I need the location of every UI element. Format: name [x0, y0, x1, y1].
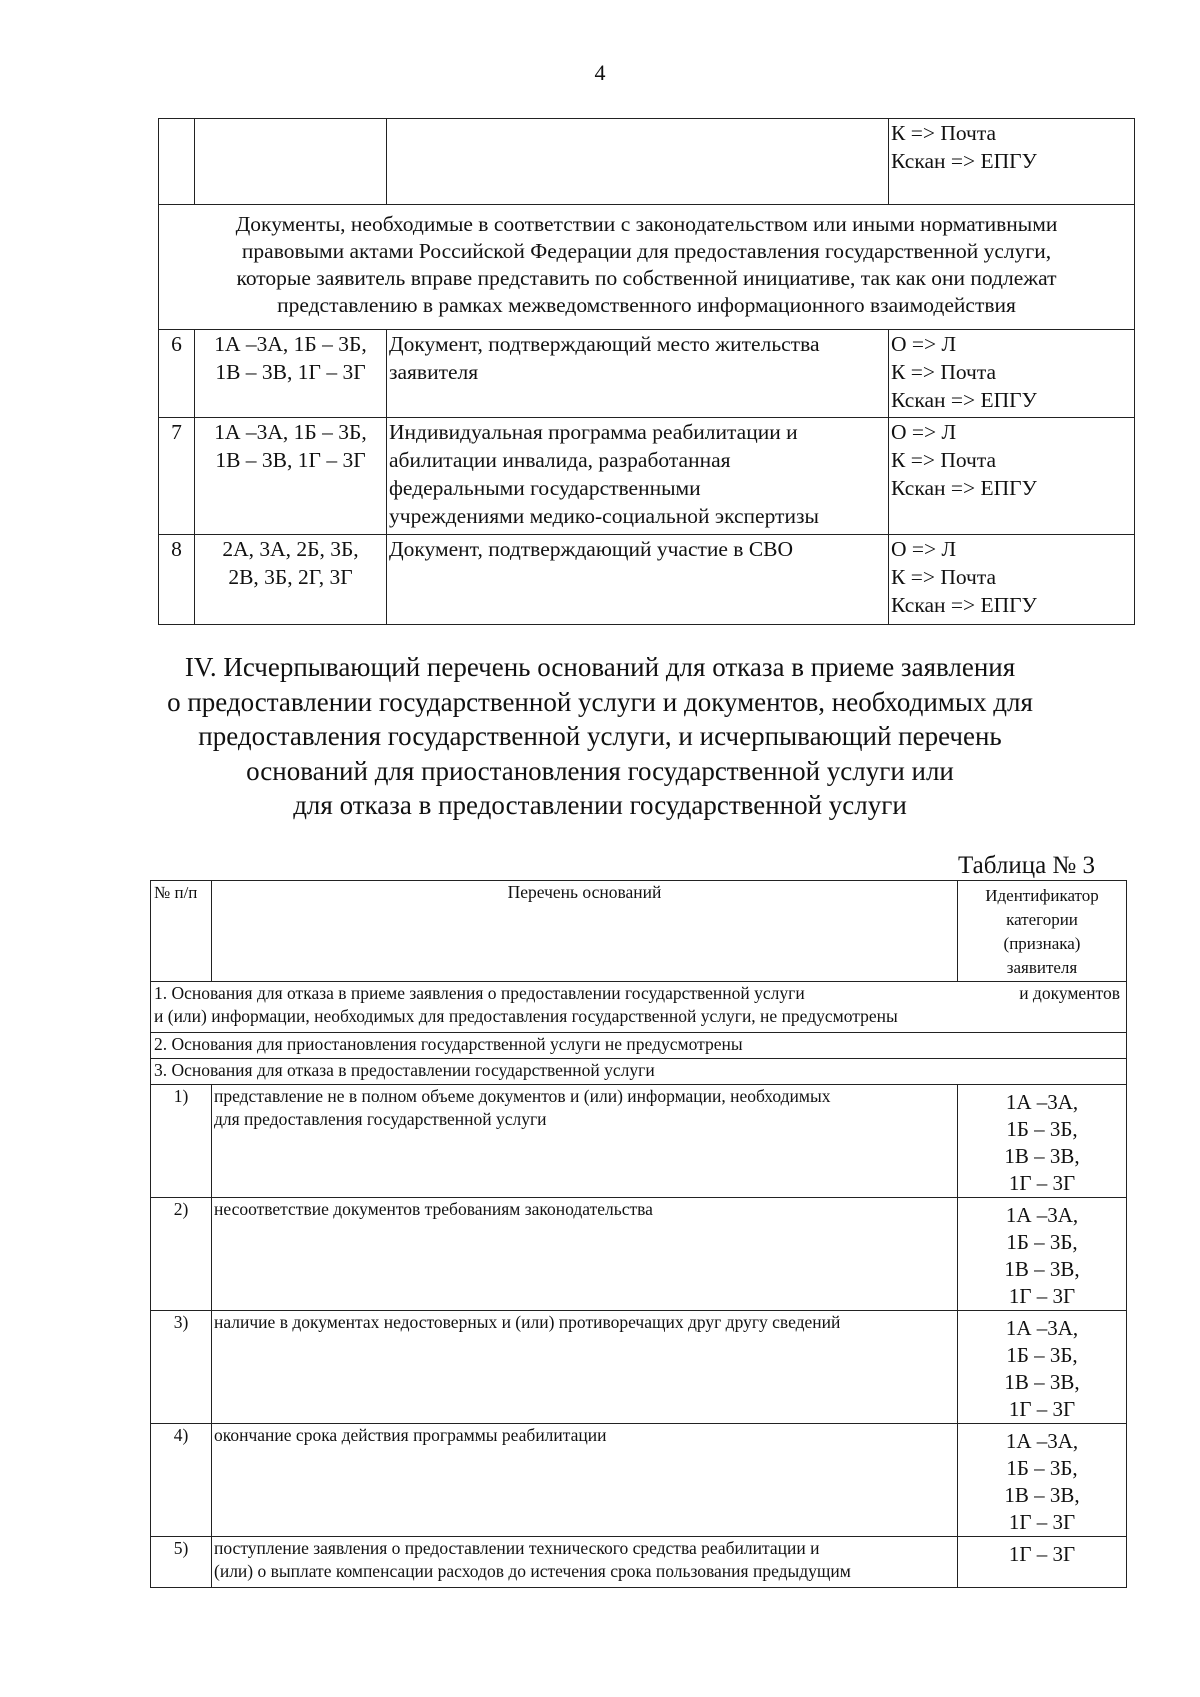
codes-cell [195, 119, 387, 205]
table-caption: Таблица № 3 [958, 852, 1096, 879]
grounds-table [150, 880, 1127, 1588]
header-row [151, 881, 1127, 982]
delivery-cell: О => Л К => Почта Кскан => ЕПГУ [889, 330, 1135, 418]
table-row [159, 418, 1135, 535]
ground-text: окончание срока действия программы реабилитации [212, 1424, 958, 1537]
row-number: 1) [151, 1085, 212, 1198]
section-3: 3. Основания для отказа в предоставлении государственной услуги [151, 1059, 1127, 1085]
doc-cell: Документ, подтверждающий участие в СВО [387, 535, 889, 625]
category-cell: 1А –3А, 1Б – 3Б, 1В – 3В, 1Г – 3Г [958, 1198, 1127, 1311]
row-number: 5) [151, 1537, 212, 1588]
row-number: 8 [159, 535, 195, 625]
doc-cell: Индивидуальная программа реабилитации и абилитации инвалида, разработанная федеральными государственными учреждениями медико-социальной экспертизы [387, 418, 889, 535]
section-row [151, 982, 1127, 1033]
section-2: 2. Основания для приостановления государственной услуги не предусмотрены [151, 1033, 1127, 1059]
delivery-cell: К => Почта Кскан => ЕПГУ [889, 119, 1135, 205]
codes-cell: 1А –3А, 1Б – 3Б, 1В – 3В, 1Г – 3Г [195, 418, 387, 535]
ground-text: несоответствие документов требованиям законодательства [212, 1198, 958, 1311]
codes-cell: 1А –3А, 1Б – 3Б, 1В – 3В, 1Г – 3Г [195, 330, 387, 418]
table-row [151, 1311, 1127, 1424]
ground-text: представление не в полном объеме документов и (или) информации, необходимых для предоставления государственной услуги [212, 1085, 958, 1198]
row-number: 4) [151, 1424, 212, 1537]
num-cell [159, 119, 195, 205]
header-id: Идентификатор категории (признака) заявителя [958, 881, 1127, 982]
row-number: 2) [151, 1198, 212, 1311]
table-row [151, 1424, 1127, 1537]
page-number: 4 [594, 60, 606, 85]
section-heading: IV. Исчерпывающий перечень оснований для отказа в приеме заявления о предоставлении государственной услуги и документов, необходимых для предоставления государственной услуги, и исчерпывающий перечень оснований для приостановления государственной услуги или для отказа в предоставлении государственной услуги [167, 652, 1033, 820]
ground-text: наличие в документах недостоверных и (или) противоречащих друг другу сведений [212, 1311, 958, 1424]
section-row [151, 1059, 1127, 1085]
table-row [159, 205, 1135, 330]
codes-cell: 2А, 3А, 2Б, 3Б, 2В, 3Б, 2Г, 3Г [195, 535, 387, 625]
table-row [151, 1198, 1127, 1311]
category-cell: 1А –3А, 1Б – 3Б, 1В – 3В, 1Г – 3Г [958, 1085, 1127, 1198]
doc-cell: Документ, подтверждающий место жительства заявителя [387, 330, 889, 418]
table-row [159, 535, 1135, 625]
doc-cell [387, 119, 889, 205]
section-row [151, 1033, 1127, 1059]
table-row [159, 119, 1135, 205]
row-number: 6 [159, 330, 195, 418]
section-note: Документы, необходимые в соответствии с законодательством или иными нормативными правовыми актами Российской Федерации для предоставления государственной услуги, которые заявитель вправе представить по собственной инициативе, так как они подлежат представлению в рамках межведомственного информационного взаимодействия [159, 205, 1135, 330]
category-cell: 1А –3А, 1Б – 3Б, 1В – 3В, 1Г – 3Г [958, 1311, 1127, 1424]
header-num: № п/п [151, 881, 212, 982]
documents-table [158, 118, 1135, 625]
header-list: Перечень оснований [212, 881, 958, 982]
row-number: 7 [159, 418, 195, 535]
table-row [159, 330, 1135, 418]
ground-text: поступление заявления о предоставлении технического средства реабилитации и (или) о выплате компенсации расходов до истечения срока пользования предыдущим [212, 1537, 958, 1588]
delivery-cell: О => Л К => Почта Кскан => ЕПГУ [889, 418, 1135, 535]
section-1: 1. Основания для отказа в приеме заявления о предоставлении государственной услуги и документов и (или) информации, необходимых для предоставления государственной услуги, не предусмотрены [151, 982, 1127, 1033]
category-cell: 1А –3А, 1Б – 3Б, 1В – 3В, 1Г – 3Г [958, 1424, 1127, 1537]
table-row [151, 1085, 1127, 1198]
category-cell: 1Г – 3Г [958, 1537, 1127, 1588]
delivery-cell: О => Л К => Почта Кскан => ЕПГУ [889, 535, 1135, 625]
row-number: 3) [151, 1311, 212, 1424]
table-row [151, 1537, 1127, 1588]
